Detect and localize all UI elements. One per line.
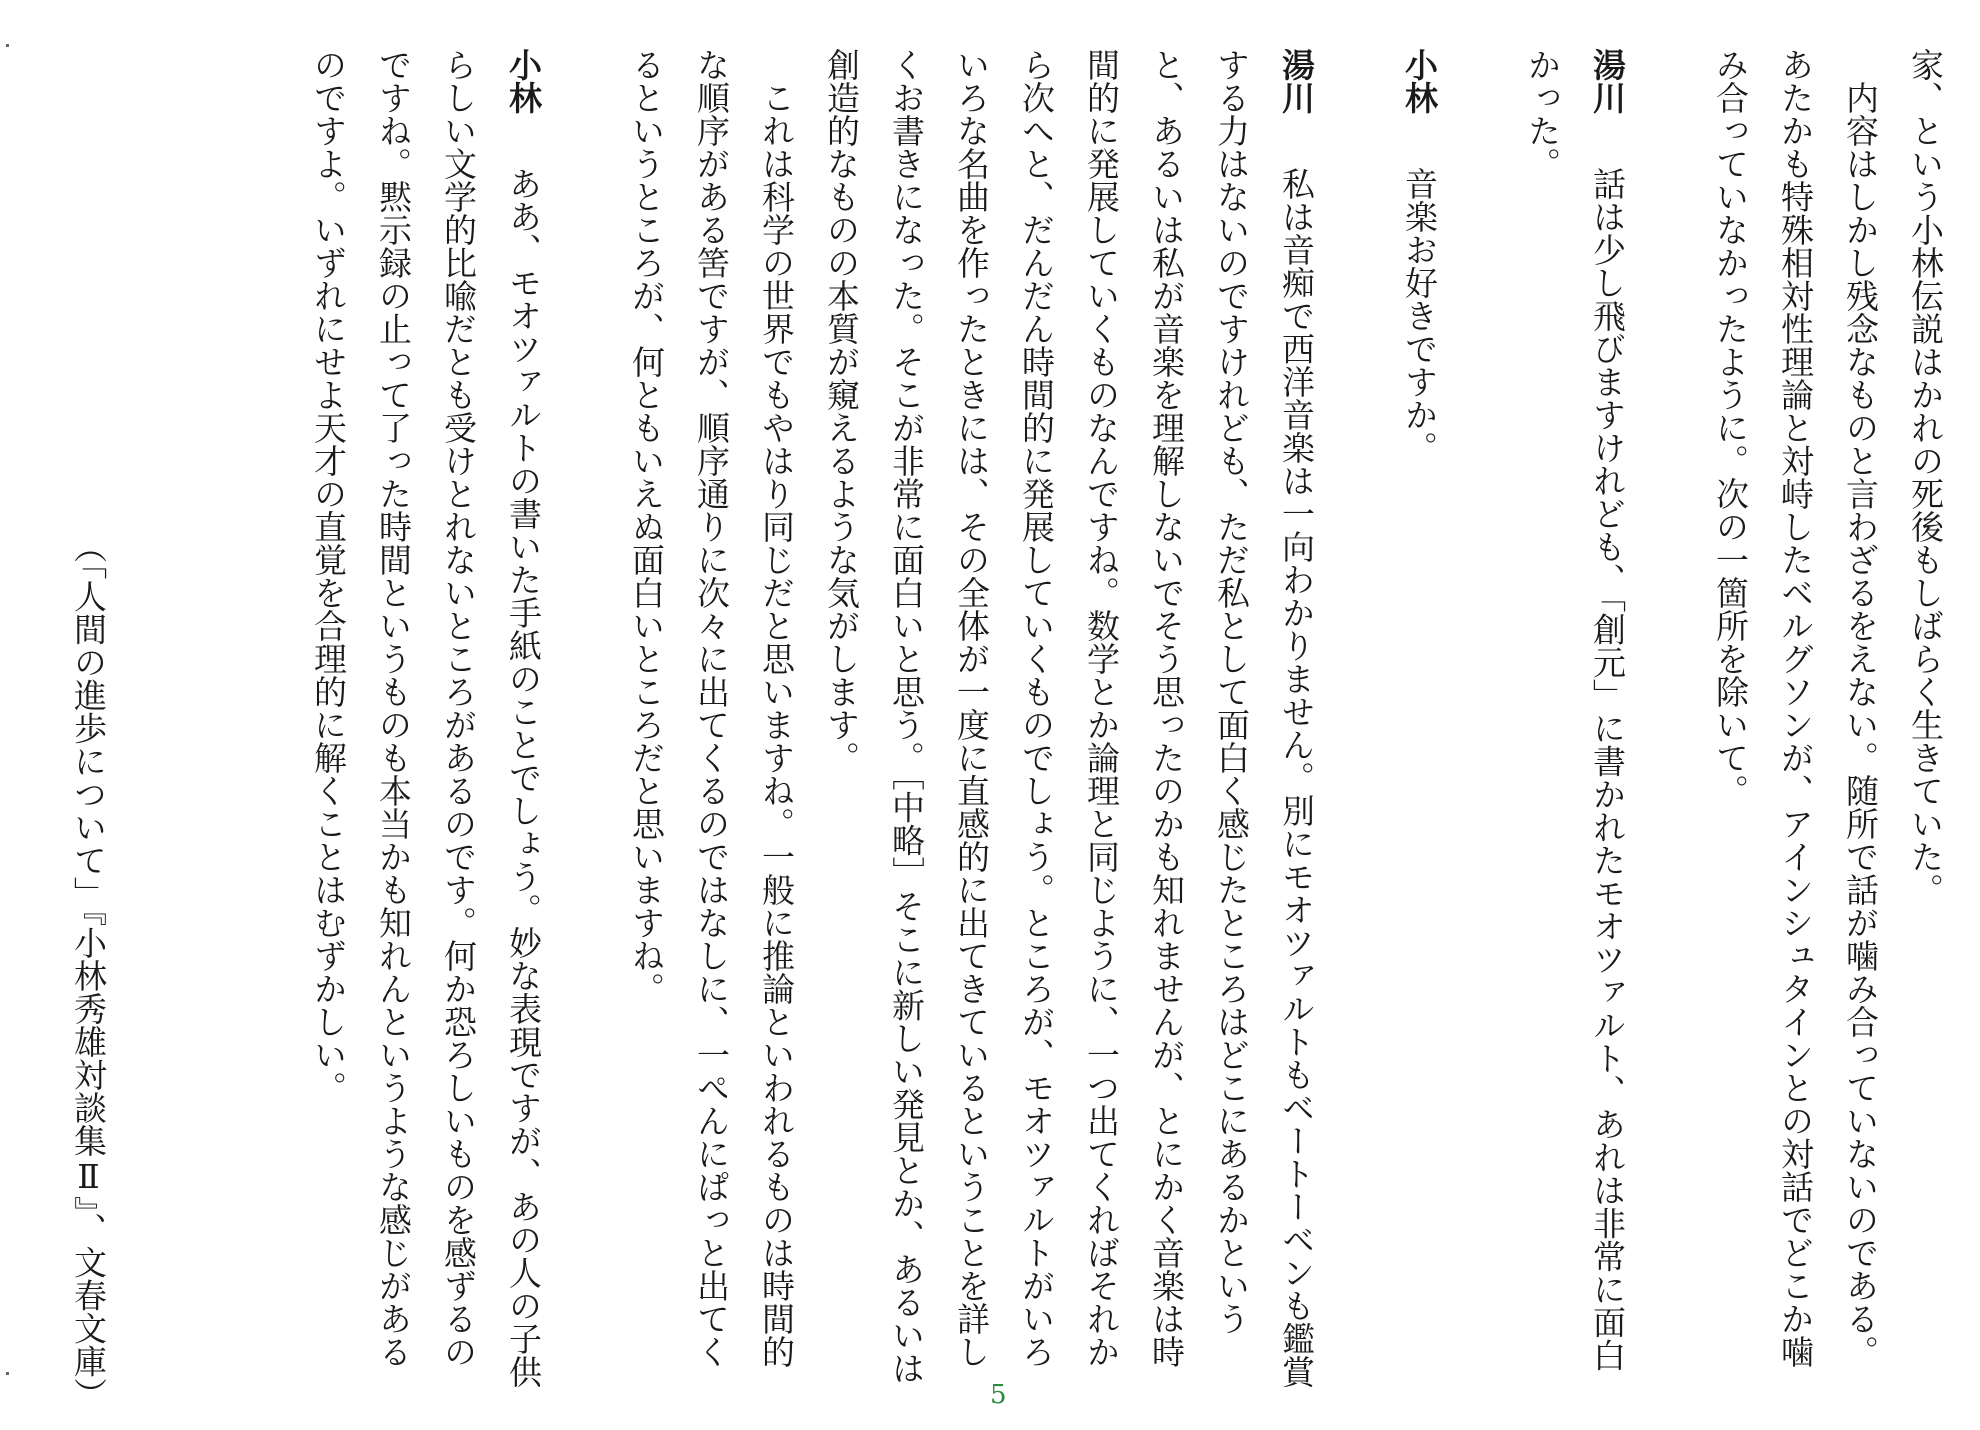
dialogue-line-kobayashi-1 (1387, 48, 1452, 1388)
vertical-text-body (58, 48, 1958, 1388)
dialogue-text: 私は音痴で西洋音楽は一向わかりません。別にモオツァルトもベートーベンも鑑賞する力はないのですけれども、ただ私として面白く感じたところはどこにあるかというと、あるいは私が音楽を理解しないでそう思ったのかも知れませんが、とにかく音楽は時間的に発展していくものなんですね。数学とか論理と同じように、一つ出てくればそれから次へと、だんだん時間的に発展していくものでしょう。ところが、モオツァルトがいろいろな名曲を作ったときには、その全体が一度に直感的に出てきているということを詳しくお書きになった。そこが非常に面白いと思う。［中略］そこに新しい発見とか、あるいは創造的なものの本質が窺えるような気がします。 (822, 48, 1316, 1388)
edge-mark (6, 1372, 9, 1375)
dialogue-text: ああ、モオツァルトの書いた手紙のことでしょう。妙な表現ですが、あの人の子供らしい文学的比喩だとも受けとれないところがあるのです。何か恐ろしいものを感ずるのですね。黙示録の止って了った時間というものも本当かも知れんというような感じがあるのですよ。いずれにせよ天才の直覚を合理的に解くことはむずかしい。 (309, 48, 543, 1388)
speaker-name: 小林 (504, 48, 543, 114)
speaker-name: 小林 (1400, 48, 1439, 114)
dialogue-line-kobayashi-2 (296, 48, 556, 1388)
paragraph-intro: 内容はしかし残念なものと言わざるをえない。随所で話が噛み合っていないのである。あたかも特殊相対性理論と対峙したベルグソンが、アインシュタインとの対話でどこか噛み合っていなかったように。次の一箇所を除いて。 (1711, 48, 1880, 1368)
speaker-name: 湯川 (1588, 48, 1627, 114)
dialogue-line-yukawa-1 (1510, 48, 1640, 1388)
dialogue-continuation: これは科学の世界でもやはり同じだと思いますね。一般に推論といわれるものは時間的な順序がある筈ですが、順序通りに次々に出てくるのではなしに、一ぺんにぱっと出てくるというところが、何ともいえぬ面白いところだと思いますね。 (627, 48, 796, 1368)
dialogue-line-yukawa-2 (809, 48, 1329, 1388)
source-citation: （「人間の進歩について」『小林秀雄対談集Ⅱ』、文春文庫） (69, 530, 108, 1411)
dialogue-text: 音楽お好きですか。 (1400, 166, 1439, 464)
edge-mark (6, 44, 9, 47)
speaker-name: 湯川 (1277, 48, 1316, 114)
paragraph-opening: 家、という小林伝説はかれの死後もしばらく生きていた。 (1906, 48, 1945, 906)
dialogue-text: 話は少し飛びますけれども、「創元」に書かれたモオツァルト、あれは非常に面白かった。 (1523, 48, 1627, 1372)
page-number: 5 (990, 1380, 1007, 1410)
